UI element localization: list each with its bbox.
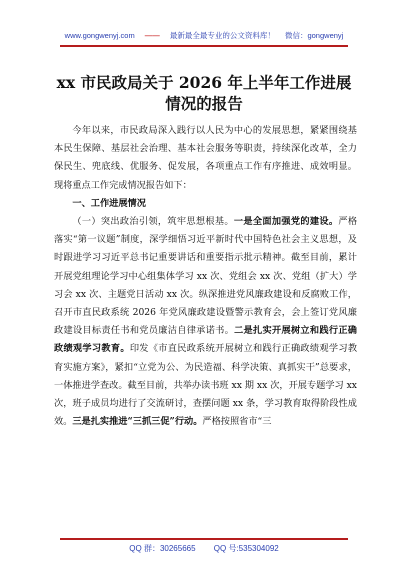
site-tagline: 最新最全最专业的公文资料库！ <box>169 31 275 40</box>
site-header <box>0 30 408 41</box>
qq-group: QQ 群：30265665 <box>129 544 196 553</box>
point-1-text: 严格落实“第一议题”制度，深学细悟习近平新时代中国特色社会主义思想，及时跟进学习习近平总书记重要讲话和重要指示批示精神。截至目前，累计开展党组理论学习中心组集体学习 xx 次、党组会 xx 次、党组（扩大）学习会 xx 次、主题党日活动 xx 次。纵深推进党风廉政建设和反腐败工作，召开市直民政系统 2026 年党风廉政建设暨警示教育会，会上签订党风廉政建设目标责任书和党员廉洁自律承诺书。 <box>54 216 358 337</box>
point-3-text: 严格按照省市“三 <box>202 416 272 428</box>
intro-paragraph: 今年以来，市民政局深入践行以人民为中心的发展思想，紧紧围绕基本民生保障、基层社会治理、基本社会服务等职责，持续深化改革，全力保民生、兜底线、优服务、促发展，各项重点工作有序推进、成效明显。现将重点工作完成情况报告如下： <box>54 125 357 191</box>
document-title <box>40 72 368 114</box>
point-3-heading: 三是扎实推进“三抓三促”行动。 <box>72 416 203 428</box>
point-2-heading: 二是扎实开展树立和践行正确政绩观学习教育。 <box>54 325 357 355</box>
section-heading: 一、工作进展情况 <box>72 197 146 209</box>
footer-rule <box>60 538 348 540</box>
title-line-2: 情况的报告 <box>165 94 243 113</box>
header-rule <box>60 45 348 47</box>
site-footer <box>0 543 408 554</box>
section-paragraph <box>54 213 357 431</box>
document-body <box>54 122 357 431</box>
qq-number: QQ 号:535304092 <box>213 544 279 553</box>
wechat-id: 微信：gongwenyj <box>284 31 344 40</box>
point-1-heading: 一是全面加强党的建设。 <box>233 216 339 228</box>
header-separator: —— <box>144 31 160 40</box>
subsection-lead: （一）突出政治引领，筑牢思想根基。 <box>72 216 234 228</box>
site-url[interactable]: www.gongwenyj.com <box>64 31 135 40</box>
title-line-1: xx 市民政局关于 2026 年上半年工作进展 <box>56 73 352 92</box>
point-2-text: 印发《市直民政系统开展树立和践行正确政绩观学习教育实施方案》，紧扣“立党为公、为民造福、科学决策、真抓实干”总要求，一体推进学查改。截至目前，共举办读书班 xx 期 xx 次，开展专题学习 xx 次，班子成员均进行了交流研讨，查摆问题 xx 条，学习教育取得阶段性成效。 <box>54 343 358 428</box>
